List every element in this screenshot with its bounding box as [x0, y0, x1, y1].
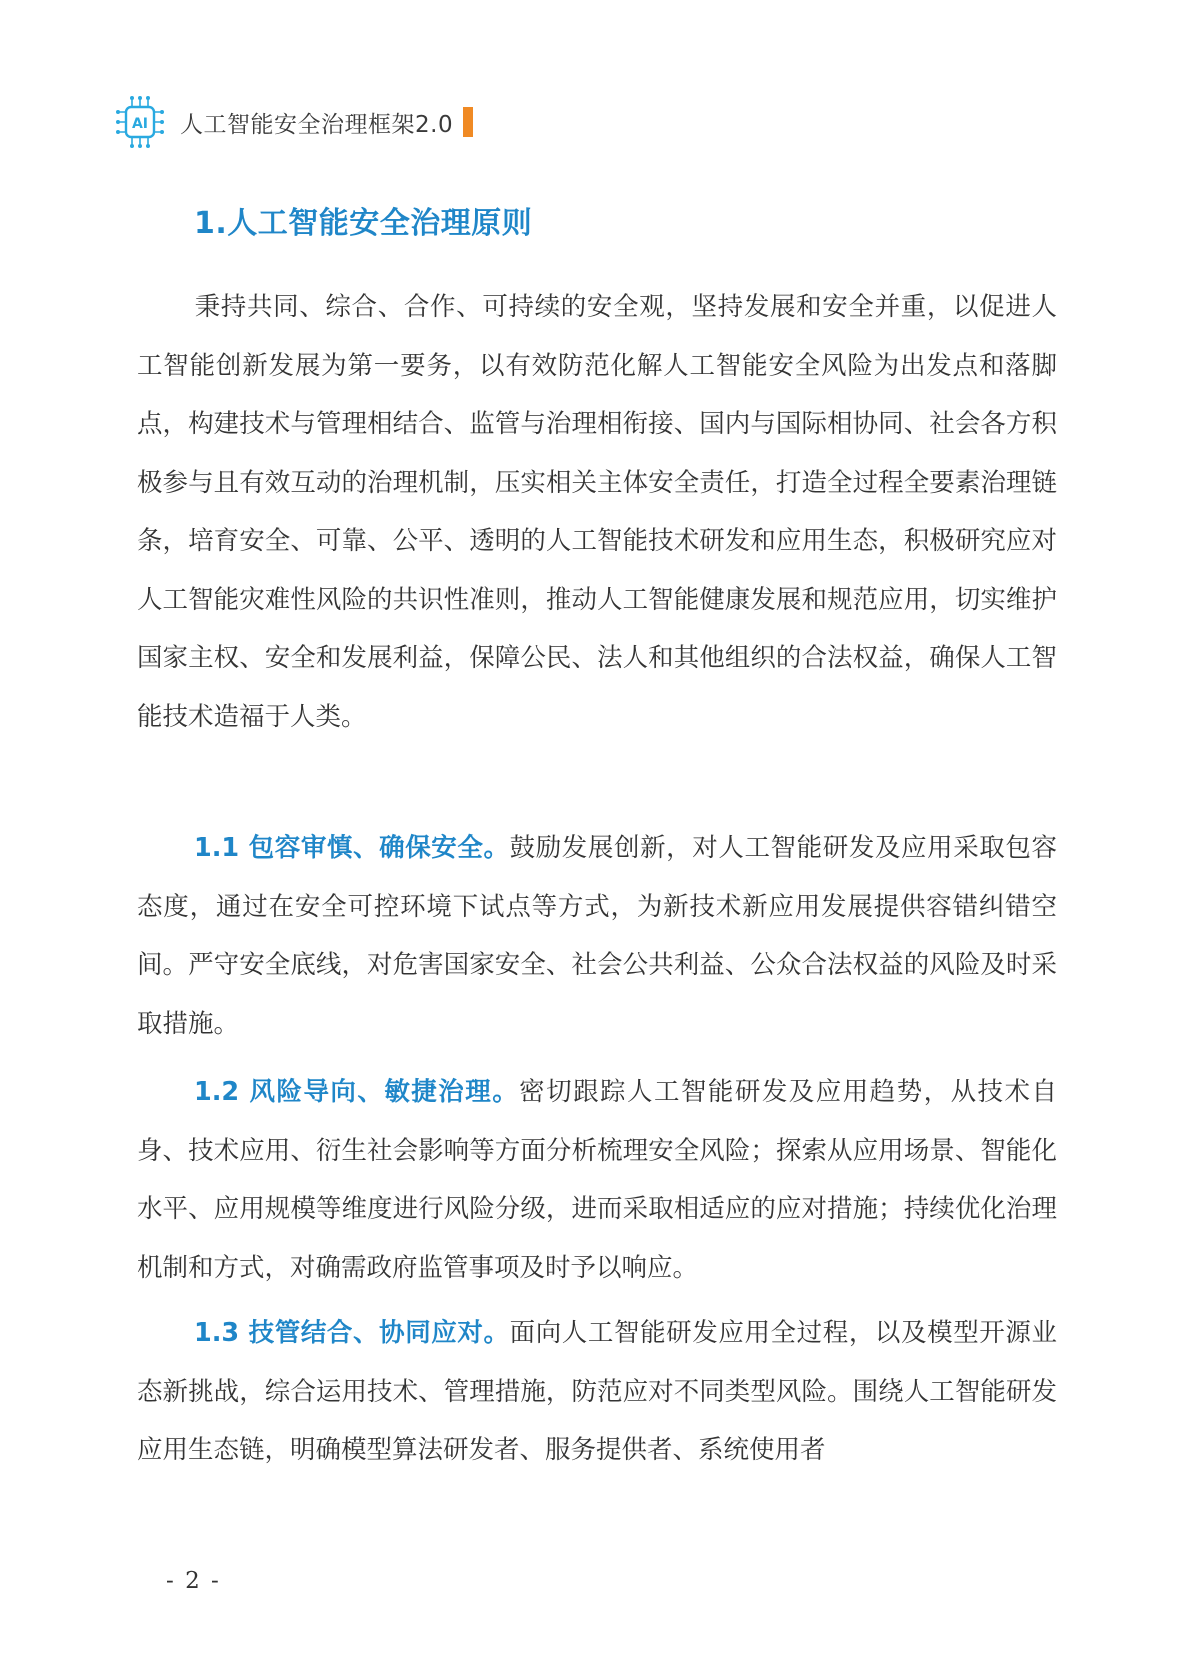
- principle-1-2-paragraph: [137, 1063, 1057, 1297]
- intro-paragraph: [137, 278, 1057, 746]
- principle-1-3-paragraph: [137, 1304, 1057, 1480]
- document-header: [112, 94, 473, 150]
- principle-1-1-title: 1.1 包容审慎、确保安全。: [194, 833, 510, 863]
- principle-1-2-body: 密切跟踪人工智能研发及应用趋势，从技术自身、技术应用、衍生社会影响等方面分析梳理安全风险；探索从应用场景、智能化水平、应用规模等维度进行风险分级，进而采取相适应的应对措施；持续优化治理机制和方式，对确需政府监管事项及时予以响应。: [137, 1077, 1057, 1283]
- principle-1-2-title: 1.2 风险导向、敏捷治理。: [194, 1077, 520, 1107]
- section-title: 1.人工智能安全治理原则: [194, 206, 533, 241]
- intro-text: 秉持共同、综合、合作、可持续的安全观，坚持发展和安全并重，以促进人工智能创新发展为第一要务，以有效防范化解人工智能安全风险为出发点和落脚点，构建技术与管理相结合、监管与治理相衔接、国内与国际相协同、社会各方积极参与且有效互动的治理机制，压实相关主体安全责任，打造全过程全要素治理链条，培育安全、可靠、公平、透明的人工智能技术研发和应用生态，积极研究应对人工智能灾难性风险的共识性准则，推动人工智能健康发展和规范应用，切实维护国家主权、安全和发展利益，保障公民、法人和其他组织的合法权益，确保人工智能技术造福于人类。: [137, 292, 1057, 732]
- ai-chip-icon: [112, 94, 168, 150]
- page-number: - 2 -: [166, 1568, 221, 1594]
- principle-1-3-body: 面向人工智能研发应用全过程，以及模型开源业态新挑战，综合运用技术、管理措施，防范应对不同类型风险。围绕人工智能研发应用生态链，明确模型算法研发者、服务提供者、系统使用者: [137, 1318, 1057, 1465]
- header-title: 人工智能安全治理框架2.0: [180, 111, 454, 138]
- svg-text:AI: AI: [131, 116, 149, 132]
- header-accent-bar: [463, 107, 473, 137]
- principle-1-1-body: 鼓励发展创新，对人工智能研发及应用采取包容态度，通过在安全可控环境下试点等方式，为新技术新应用发展提供容错纠错空间。严守安全底线，对危害国家安全、社会公共利益、公众合法权益的风险及时采取措施。: [137, 833, 1057, 1039]
- principle-1-3-title: 1.3 技管结合、协同应对。: [194, 1318, 510, 1348]
- principle-1-1-paragraph: [137, 819, 1057, 1053]
